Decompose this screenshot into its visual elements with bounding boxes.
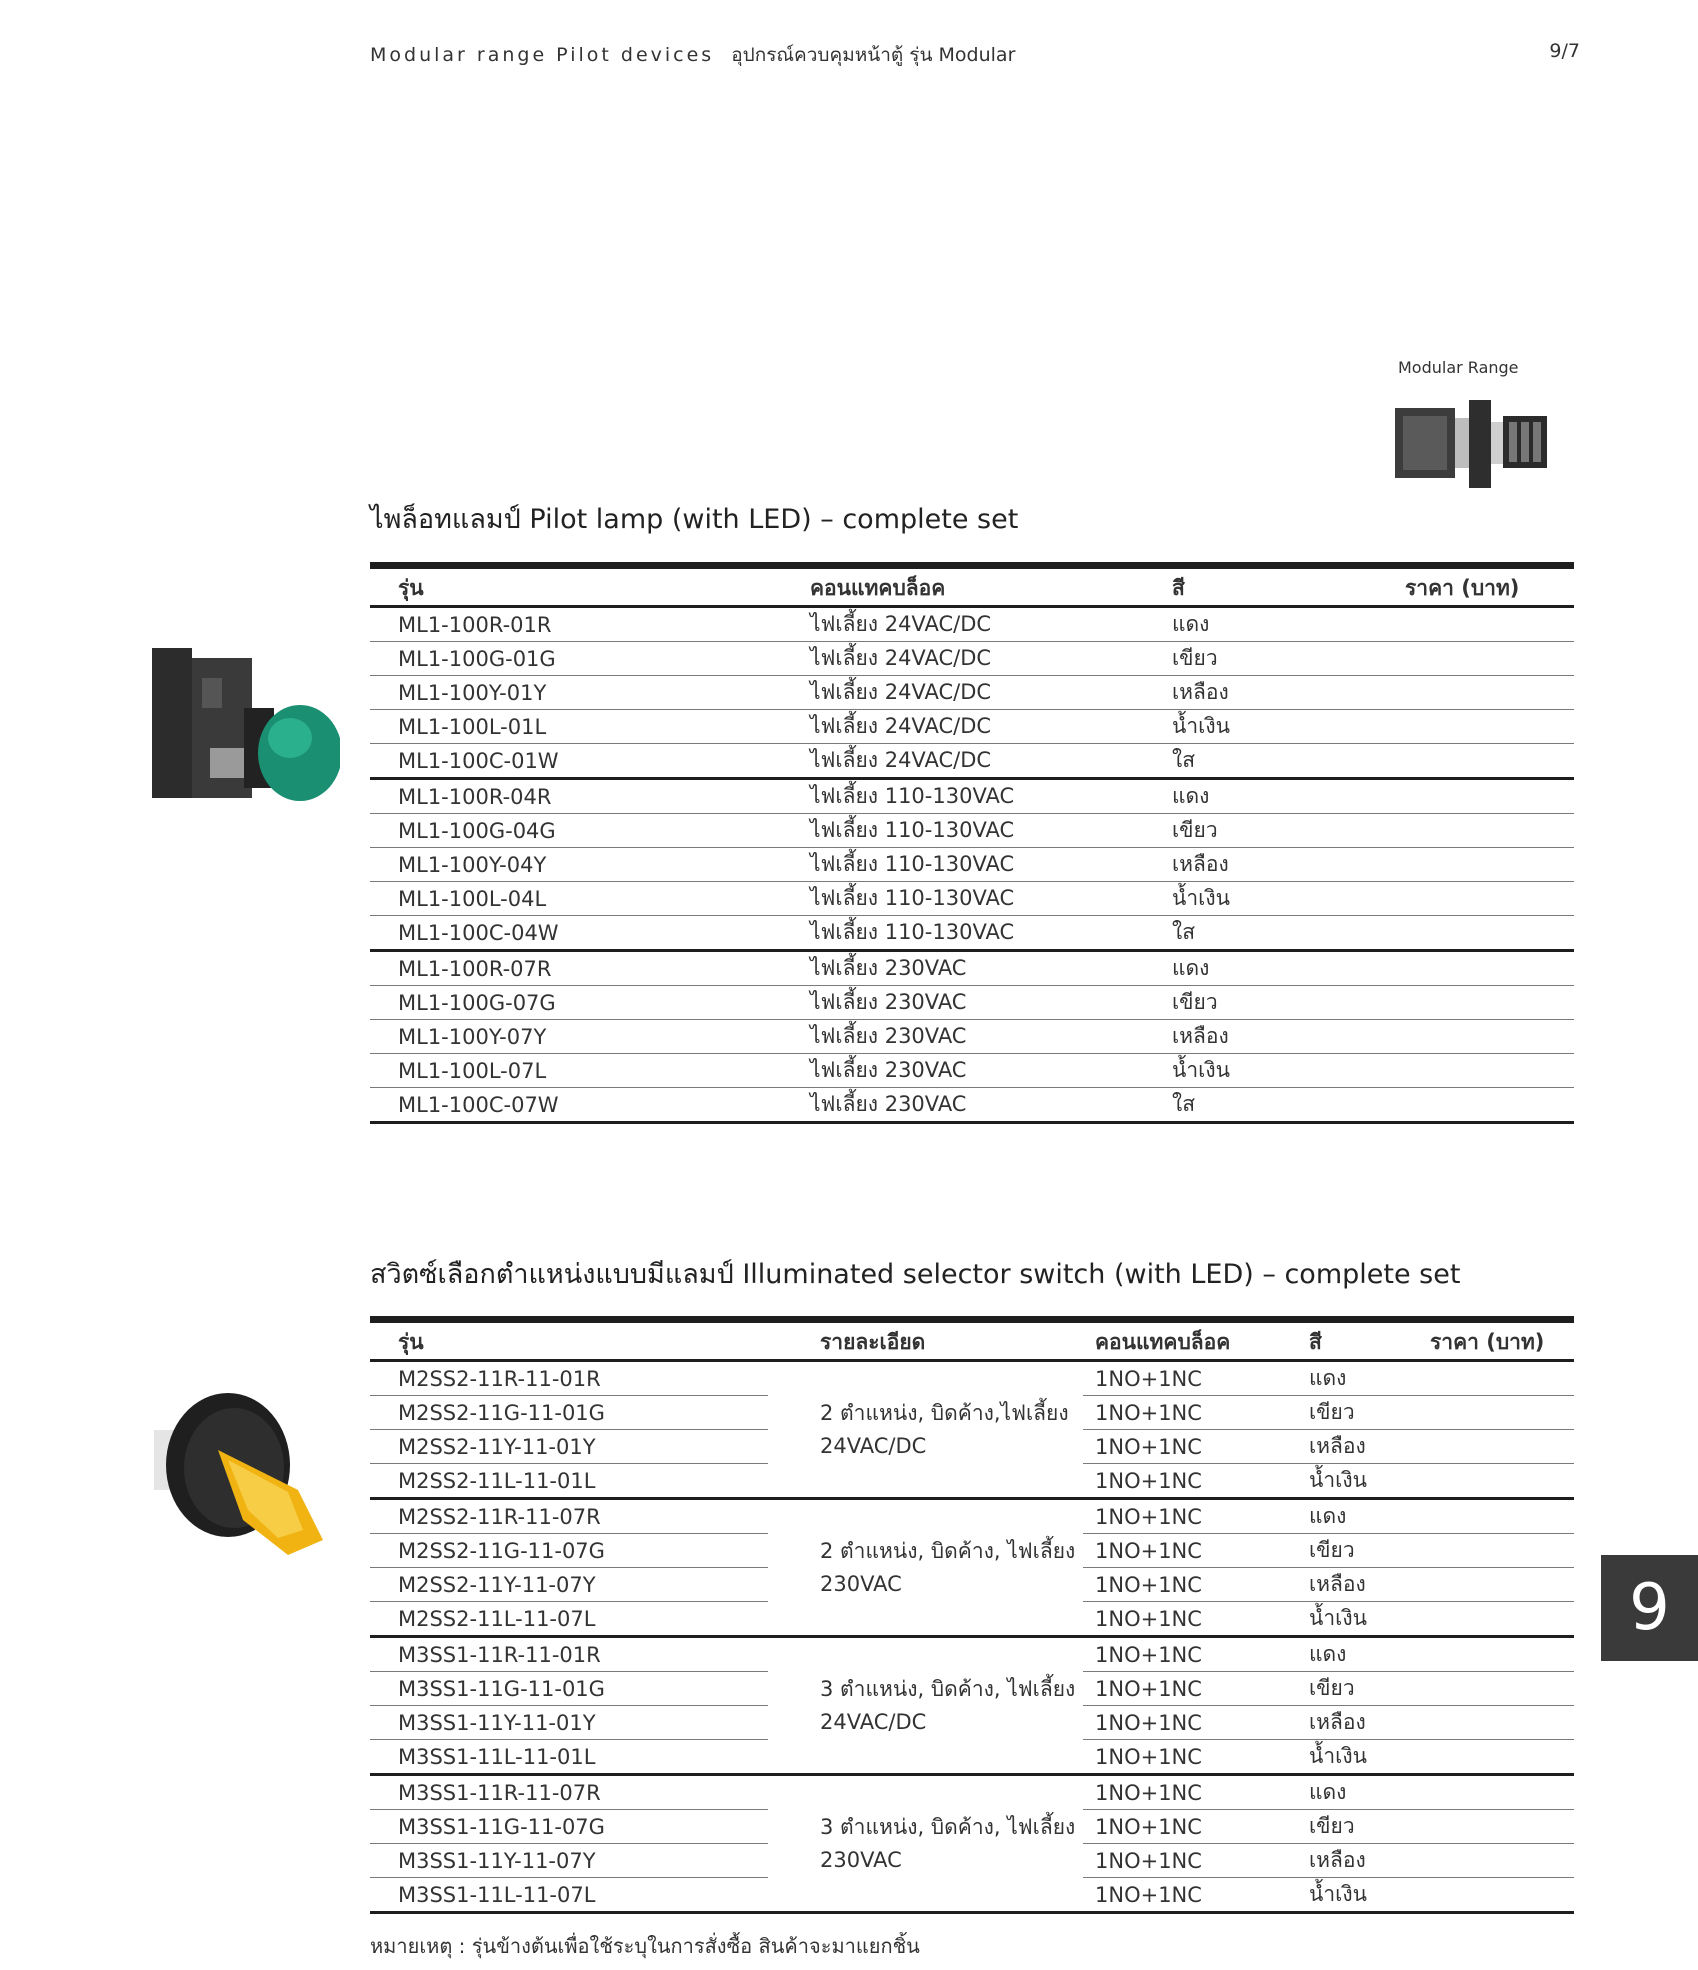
contact-cell: ไฟเลี้ยง 110-130VAC xyxy=(782,882,1144,916)
price-cell xyxy=(1426,1568,1574,1602)
model-cell: ML1-100L-04L xyxy=(370,882,782,916)
contact-cell: ไฟเลี้ยง 230VAC xyxy=(782,1020,1144,1054)
price-cell xyxy=(1377,916,1574,951)
price-cell xyxy=(1426,1430,1574,1464)
contact-cell: 1NO+1NC xyxy=(1083,1706,1305,1740)
color-cell: ใส xyxy=(1144,744,1377,779)
model-cell: M2SS2-11G-11-07G xyxy=(370,1534,768,1568)
pilot-lamp-image xyxy=(140,638,340,818)
model-cell: M3SS1-11Y-11-01Y xyxy=(370,1706,768,1740)
table-row xyxy=(370,986,1574,1020)
contact-cell: ไฟเลี้ยง 110-130VAC xyxy=(782,916,1144,951)
model-cell: M2SS2-11R-11-01R xyxy=(370,1361,768,1396)
price-cell xyxy=(1377,951,1574,986)
contact-cell: ไฟเลี้ยง 230VAC xyxy=(782,1088,1144,1123)
contact-cell: ไฟเลี้ยง 24VAC/DC xyxy=(782,607,1144,642)
color-cell: เหลือง xyxy=(1305,1706,1426,1740)
price-cell xyxy=(1426,1672,1574,1706)
model-cell: ML1-100Y-01Y xyxy=(370,676,782,710)
price-cell xyxy=(1377,779,1574,814)
model-cell: ML1-100L-07L xyxy=(370,1054,782,1088)
price-cell xyxy=(1426,1775,1574,1810)
model-cell: ML1-100C-07W xyxy=(370,1088,782,1123)
price-cell xyxy=(1377,882,1574,916)
model-cell: M2SS2-11L-11-01L xyxy=(370,1464,768,1499)
model-cell: ML1-100C-01W xyxy=(370,744,782,779)
price-cell xyxy=(1426,1844,1574,1878)
description-cell: 2 ตำแหน่ง, บิดค้าง, ไฟเลี้ยง 230VAC xyxy=(768,1499,1083,1637)
table-row xyxy=(370,1637,1574,1672)
model-cell: M2SS2-11L-11-07L xyxy=(370,1602,768,1637)
price-cell xyxy=(1426,1878,1574,1913)
modular-range-label: Modular Range xyxy=(1398,358,1519,377)
contact-cell: ไฟเลี้ยง 110-130VAC xyxy=(782,814,1144,848)
contact-cell: 1NO+1NC xyxy=(1083,1568,1305,1602)
color-cell: เหลือง xyxy=(1144,848,1377,882)
color-cell: น้ำเงิน xyxy=(1144,882,1377,916)
contact-cell: 1NO+1NC xyxy=(1083,1740,1305,1775)
model-cell: M3SS1-11Y-11-07Y xyxy=(370,1844,768,1878)
model-cell: M3SS1-11R-11-01R xyxy=(370,1637,768,1672)
col-color: สี xyxy=(1305,1320,1426,1361)
model-cell: ML1-100G-04G xyxy=(370,814,782,848)
model-cell: ML1-100G-01G xyxy=(370,642,782,676)
modular-range-image xyxy=(1385,388,1565,498)
price-cell xyxy=(1426,1534,1574,1568)
price-cell xyxy=(1377,744,1574,779)
model-cell: M3SS1-11G-11-01G xyxy=(370,1672,768,1706)
description-cell: 3 ตำแหน่ง, บิดค้าง, ไฟเลี้ยง 24VAC/DC xyxy=(768,1637,1083,1775)
col-model: รุ่น xyxy=(370,566,782,607)
price-cell xyxy=(1377,676,1574,710)
contact-cell: 1NO+1NC xyxy=(1083,1602,1305,1637)
price-cell xyxy=(1377,710,1574,744)
color-cell: แดง xyxy=(1305,1499,1426,1534)
price-cell xyxy=(1426,1706,1574,1740)
table-row xyxy=(370,1361,1574,1396)
color-cell: เขียว xyxy=(1305,1672,1426,1706)
description-cell: 3 ตำแหน่ง, บิดค้าง, ไฟเลี้ยง 230VAC xyxy=(768,1775,1083,1913)
price-cell xyxy=(1426,1810,1574,1844)
model-cell: ML1-100Y-04Y xyxy=(370,848,782,882)
color-cell: เหลือง xyxy=(1144,1020,1377,1054)
table-row xyxy=(370,848,1574,882)
contact-cell: ไฟเลี้ยง 230VAC xyxy=(782,986,1144,1020)
contact-cell: ไฟเลี้ยง 230VAC xyxy=(782,951,1144,986)
col-price: ราคา (บาท) xyxy=(1377,566,1574,607)
table-row xyxy=(370,744,1574,779)
table-row xyxy=(370,1054,1574,1088)
table-header-row xyxy=(370,566,1574,607)
col-description: รายละเอียด xyxy=(768,1320,1083,1361)
price-cell xyxy=(1426,1740,1574,1775)
model-cell: ML1-100L-01L xyxy=(370,710,782,744)
contact-cell: ไฟเลี้ยง 24VAC/DC xyxy=(782,676,1144,710)
contact-cell: 1NO+1NC xyxy=(1083,1534,1305,1568)
model-cell: ML1-100Y-07Y xyxy=(370,1020,782,1054)
color-cell: ใส xyxy=(1144,1088,1377,1123)
price-cell xyxy=(1377,848,1574,882)
model-cell: ML1-100R-04R xyxy=(370,779,782,814)
price-cell xyxy=(1426,1361,1574,1396)
model-cell: ML1-100C-04W xyxy=(370,916,782,951)
price-cell xyxy=(1426,1464,1574,1499)
price-cell xyxy=(1377,814,1574,848)
price-cell xyxy=(1426,1637,1574,1672)
footnote: หมายเหตุ : รุ่นข้างต้นเพื่อใช้ระบุในการสั่งซื้อ สินค้าจะมาแยกชิ้น xyxy=(370,1934,920,1958)
color-cell: แดง xyxy=(1305,1637,1426,1672)
color-cell: เขียว xyxy=(1305,1396,1426,1430)
model-cell: ML1-100R-01R xyxy=(370,607,782,642)
price-cell xyxy=(1377,642,1574,676)
color-cell: เขียว xyxy=(1144,642,1377,676)
contact-cell: 1NO+1NC xyxy=(1083,1844,1305,1878)
price-cell xyxy=(1426,1499,1574,1534)
table-row xyxy=(370,642,1574,676)
table-row xyxy=(370,882,1574,916)
color-cell: เหลือง xyxy=(1305,1844,1426,1878)
col-model: รุ่น xyxy=(370,1320,768,1361)
table-row xyxy=(370,916,1574,951)
contact-cell: 1NO+1NC xyxy=(1083,1775,1305,1810)
color-cell: เขียว xyxy=(1144,986,1377,1020)
color-cell: แดง xyxy=(1144,951,1377,986)
color-cell: เขียว xyxy=(1144,814,1377,848)
color-cell: เหลือง xyxy=(1305,1430,1426,1464)
header-title: Modular range Pilot devices xyxy=(370,44,715,66)
table-row xyxy=(370,1088,1574,1123)
table-row xyxy=(370,814,1574,848)
price-cell xyxy=(1377,986,1574,1020)
section-title-selector-switch: สวิตซ์เลือกตำแหน่งแบบมีแลมป์ Illuminated selector switch (with LED) – complete set xyxy=(370,1259,1461,1290)
price-cell xyxy=(1377,1054,1574,1088)
color-cell: แดง xyxy=(1144,779,1377,814)
color-cell: แดง xyxy=(1305,1361,1426,1396)
price-cell xyxy=(1377,1088,1574,1123)
table-row xyxy=(370,779,1574,814)
contact-cell: 1NO+1NC xyxy=(1083,1878,1305,1913)
model-cell: M3SS1-11L-11-07L xyxy=(370,1878,768,1913)
table-row xyxy=(370,1499,1574,1534)
table-row xyxy=(370,1020,1574,1054)
contact-cell: 1NO+1NC xyxy=(1083,1499,1305,1534)
table-row xyxy=(370,1775,1574,1810)
model-cell: M2SS2-11Y-11-07Y xyxy=(370,1568,768,1602)
contact-cell: 1NO+1NC xyxy=(1083,1396,1305,1430)
color-cell: เหลือง xyxy=(1144,676,1377,710)
section-title-pilot-lamp: ไพล็อทแลมป์ Pilot lamp (with LED) – complete set xyxy=(370,504,1019,535)
contact-cell: ไฟเลี้ยง 110-130VAC xyxy=(782,779,1144,814)
page-number: 9/7 xyxy=(1549,40,1580,62)
contact-cell: ไฟเลี้ยง 24VAC/DC xyxy=(782,744,1144,779)
table-header-row xyxy=(370,1320,1574,1361)
chapter-tab: 9 xyxy=(1601,1555,1698,1661)
table-row xyxy=(370,607,1574,642)
table-row xyxy=(370,710,1574,744)
model-cell: ML1-100R-07R xyxy=(370,951,782,986)
contact-cell: ไฟเลี้ยง 110-130VAC xyxy=(782,848,1144,882)
model-cell: M2SS2-11G-11-01G xyxy=(370,1396,768,1430)
color-cell: น้ำเงิน xyxy=(1144,1054,1377,1088)
model-cell: M3SS1-11R-11-07R xyxy=(370,1775,768,1810)
description-cell: 2 ตำแหน่ง, บิดค้าง,ไฟเลี้ยง 24VAC/DC xyxy=(820,1400,1069,1458)
page-header xyxy=(370,40,1015,70)
model-cell: M3SS1-11L-11-01L xyxy=(370,1740,768,1775)
price-cell xyxy=(1377,1020,1574,1054)
color-cell: ใส xyxy=(1144,916,1377,951)
col-color: สี xyxy=(1144,566,1377,607)
contact-cell: 1NO+1NC xyxy=(1083,1637,1305,1672)
price-cell xyxy=(1426,1602,1574,1637)
contact-cell: ไฟเลี้ยง 24VAC/DC xyxy=(782,710,1144,744)
model-cell: M3SS1-11G-11-07G xyxy=(370,1810,768,1844)
contact-cell: 1NO+1NC xyxy=(1083,1810,1305,1844)
contact-cell: 1NO+1NC xyxy=(1083,1464,1305,1499)
contact-cell: ไฟเลี้ยง 24VAC/DC xyxy=(782,642,1144,676)
color-cell: น้ำเงิน xyxy=(1305,1464,1426,1499)
selector-switch-image xyxy=(148,1380,338,1570)
table-row xyxy=(370,951,1574,986)
contact-cell: 1NO+1NC xyxy=(1083,1361,1305,1396)
color-cell: น้ำเงิน xyxy=(1305,1878,1426,1913)
price-cell xyxy=(1426,1396,1574,1430)
color-cell: น้ำเงิน xyxy=(1305,1602,1426,1637)
selector-switch-table xyxy=(370,1316,1574,1914)
model-cell: M2SS2-11Y-11-01Y xyxy=(370,1430,768,1464)
model-cell: ML1-100G-07G xyxy=(370,986,782,1020)
table-row xyxy=(370,676,1574,710)
color-cell: เขียว xyxy=(1305,1534,1426,1568)
col-contact-block: คอนแทคบล็อค xyxy=(1083,1320,1305,1361)
header-title-thai: อุปกรณ์ควบคุมหน้าตู้ รุ่น Modular xyxy=(731,44,1016,66)
contact-cell: 1NO+1NC xyxy=(1083,1672,1305,1706)
pilot-lamp-table xyxy=(370,562,1574,1124)
col-price: ราคา (บาท) xyxy=(1426,1320,1574,1361)
contact-cell: ไฟเลี้ยง 230VAC xyxy=(782,1054,1144,1088)
color-cell: เขียว xyxy=(1305,1810,1426,1844)
color-cell: เหลือง xyxy=(1305,1568,1426,1602)
color-cell: แดง xyxy=(1144,607,1377,642)
contact-cell: 1NO+1NC xyxy=(1083,1430,1305,1464)
color-cell: น้ำเงิน xyxy=(1144,710,1377,744)
model-cell: M2SS2-11R-11-07R xyxy=(370,1499,768,1534)
price-cell xyxy=(1377,607,1574,642)
color-cell: แดง xyxy=(1305,1775,1426,1810)
color-cell: น้ำเงิน xyxy=(1305,1740,1426,1775)
col-contact-block: คอนแทคบล็อค xyxy=(782,566,1144,607)
